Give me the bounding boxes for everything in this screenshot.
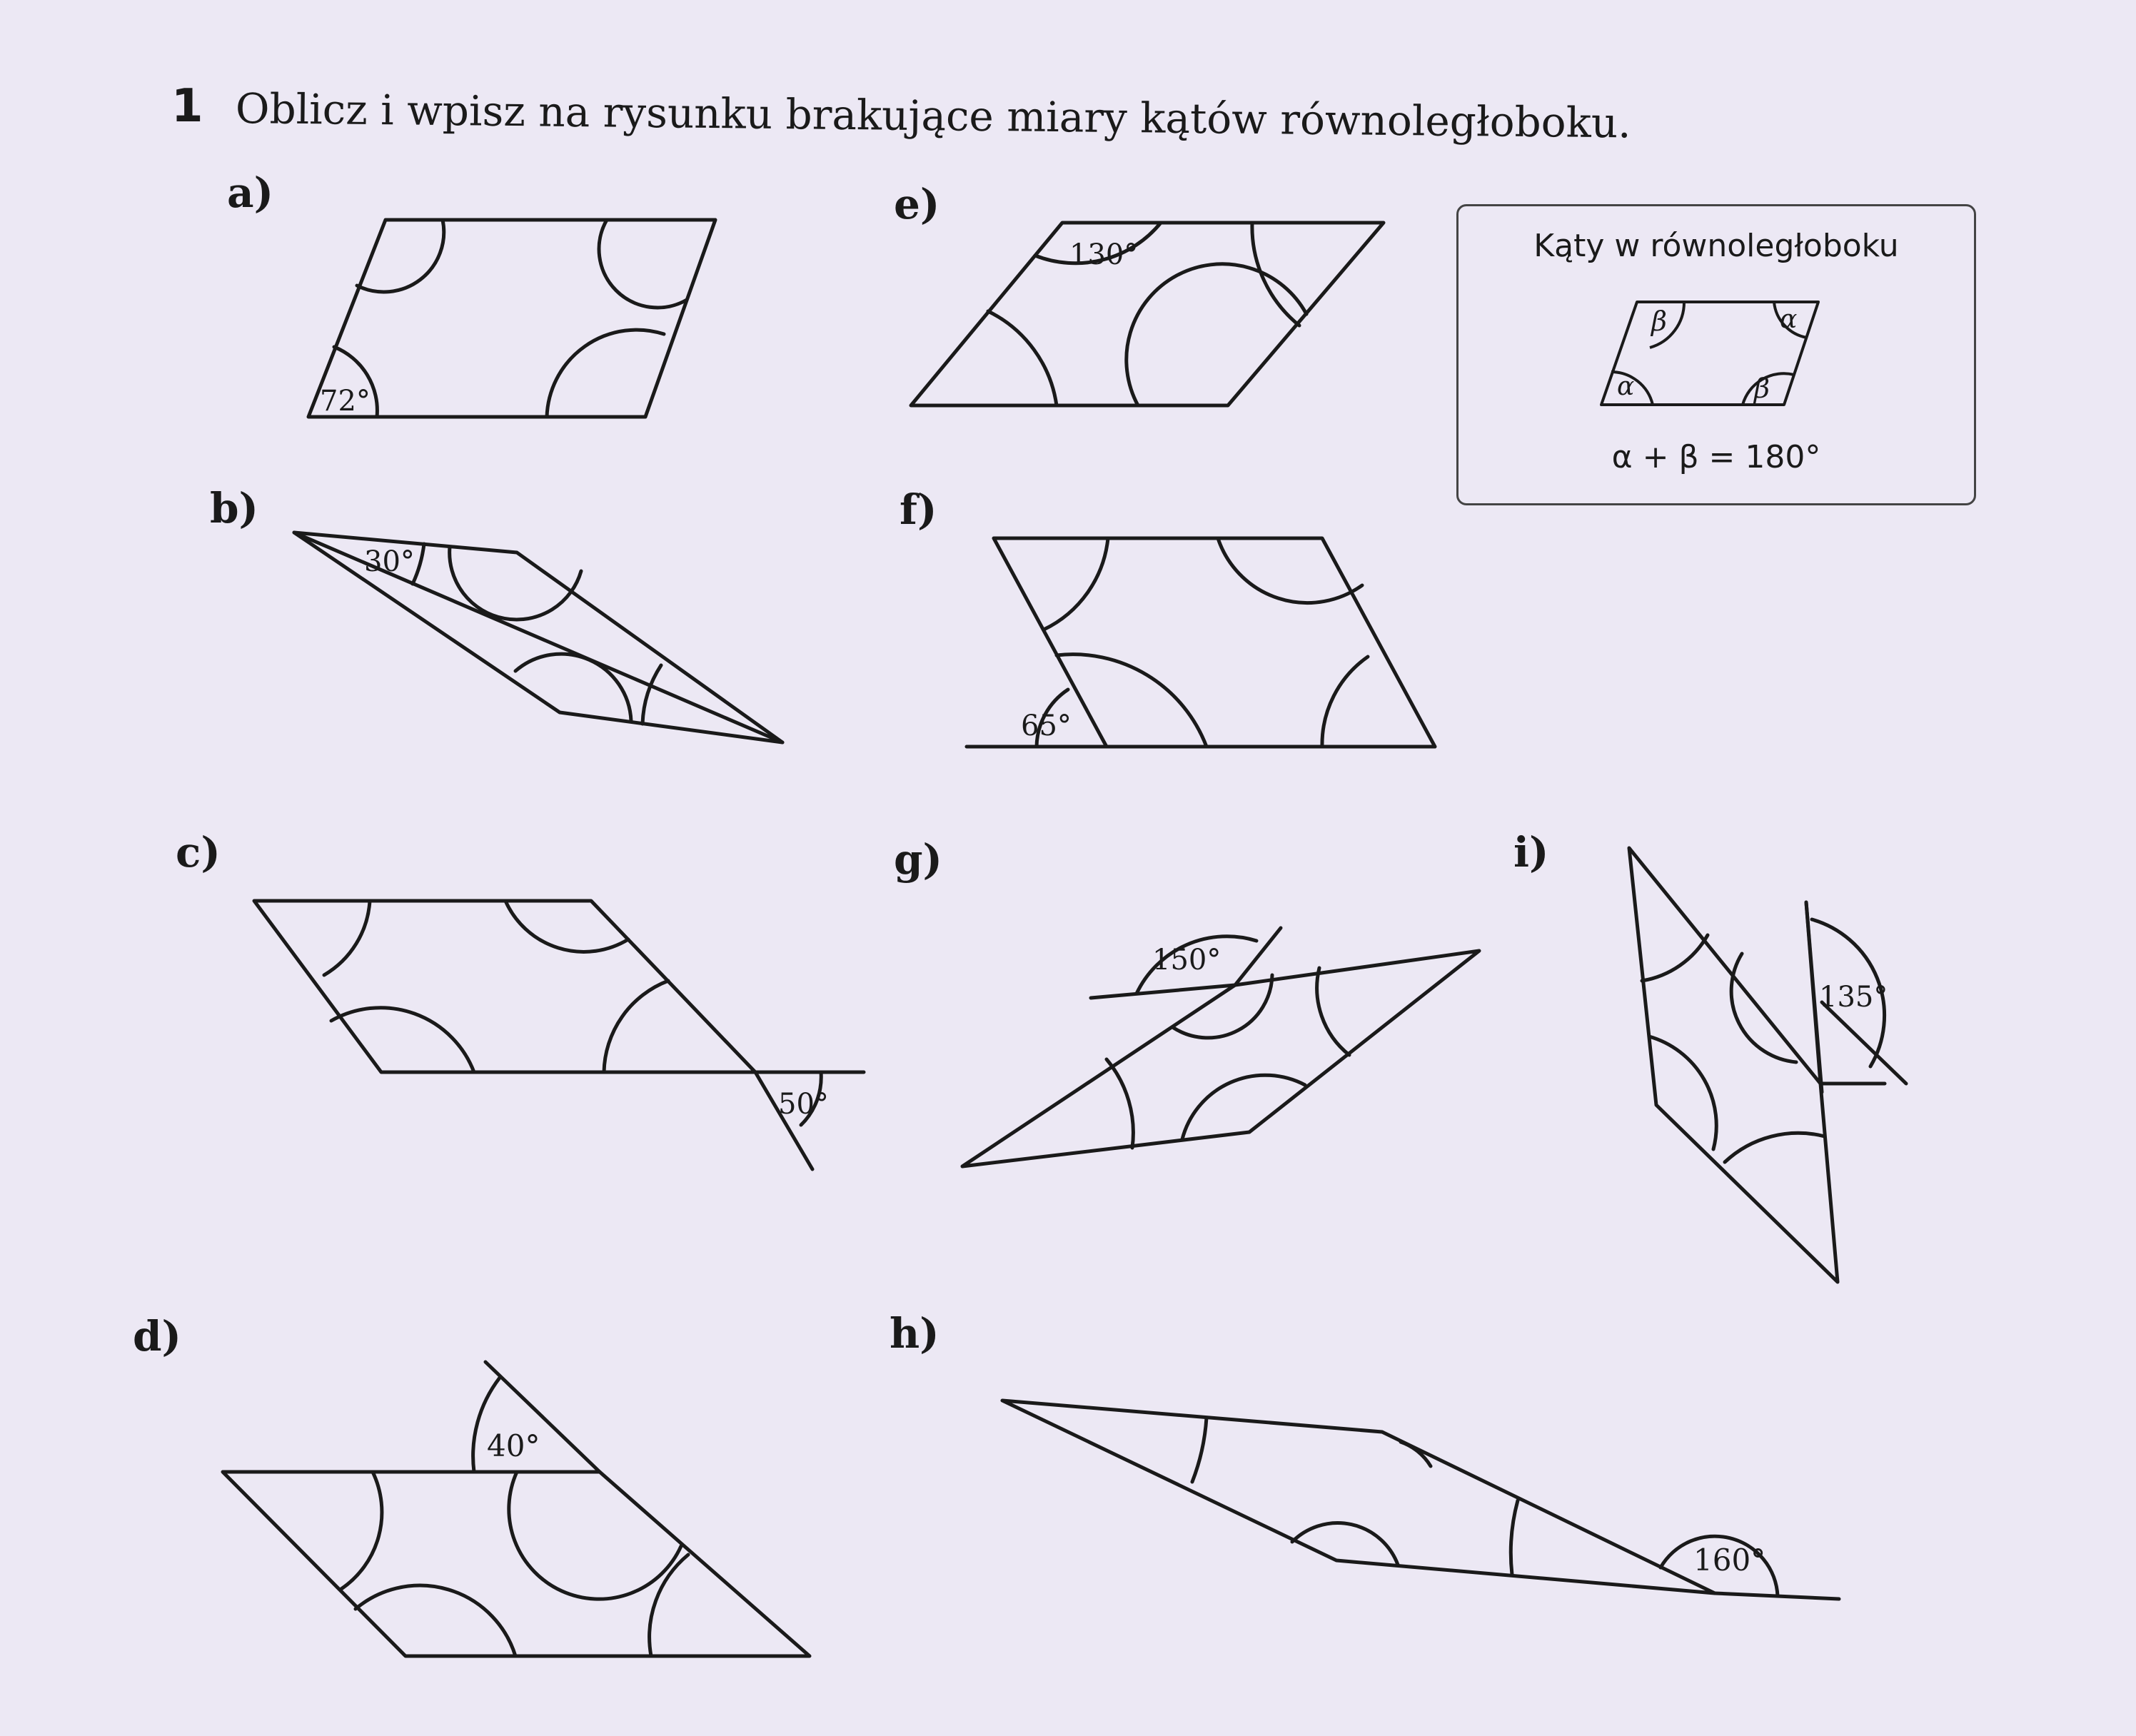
info-alpha-bottom: α (1617, 372, 1635, 401)
task-number: 1 (171, 80, 203, 133)
angle-label-e: 130° (1069, 238, 1139, 271)
figure-label-b: b) (210, 484, 258, 533)
info-box-title: Kąty w równoległoboku (1533, 228, 1899, 264)
angle-label-d: 40° (487, 1428, 540, 1463)
figure-label-e: e) (894, 180, 940, 228)
angle-label-g: 150° (1152, 944, 1221, 976)
figure-label-h: h) (890, 1309, 939, 1358)
task-instruction: Oblicz i wpisz na rysunku brakujące miary kątów równoległoboku. (235, 84, 1631, 148)
angle-label-f: 65° (1021, 710, 1072, 742)
parallelogram-b (294, 533, 782, 742)
info-box-formula: α + β = 180° (1611, 439, 1821, 475)
parallelogram-a (308, 220, 715, 418)
parallelogram-c (254, 901, 864, 1169)
figure-label-c: c) (176, 828, 221, 877)
angle-label-h: 160° (1693, 1543, 1766, 1578)
angle-label-i: 135° (1819, 981, 1888, 1014)
info-alpha-top: α (1780, 305, 1798, 334)
angle-label-a: 72° (320, 385, 371, 418)
figure-label-f: f) (900, 485, 937, 534)
angle-label-b: 30° (364, 545, 415, 578)
info-beta-top: β (1651, 306, 1667, 337)
parallelogram-f (967, 538, 1435, 747)
figure-label-a: a) (227, 168, 274, 217)
parallelogram-d (223, 1362, 810, 1656)
parallelogram-h (1002, 1401, 1839, 1599)
figure-label-g: g) (894, 835, 942, 884)
parallelogram-e (911, 223, 1384, 405)
figure-label-i: i) (1513, 828, 1549, 877)
parallelogram-i (1629, 848, 1906, 1282)
figure-label-d: d) (133, 1312, 181, 1361)
info-box (1456, 204, 1976, 505)
parallelogram-g (962, 928, 1479, 1166)
info-beta-bottom: β (1754, 373, 1770, 404)
angle-label-c: 50° (778, 1088, 829, 1121)
